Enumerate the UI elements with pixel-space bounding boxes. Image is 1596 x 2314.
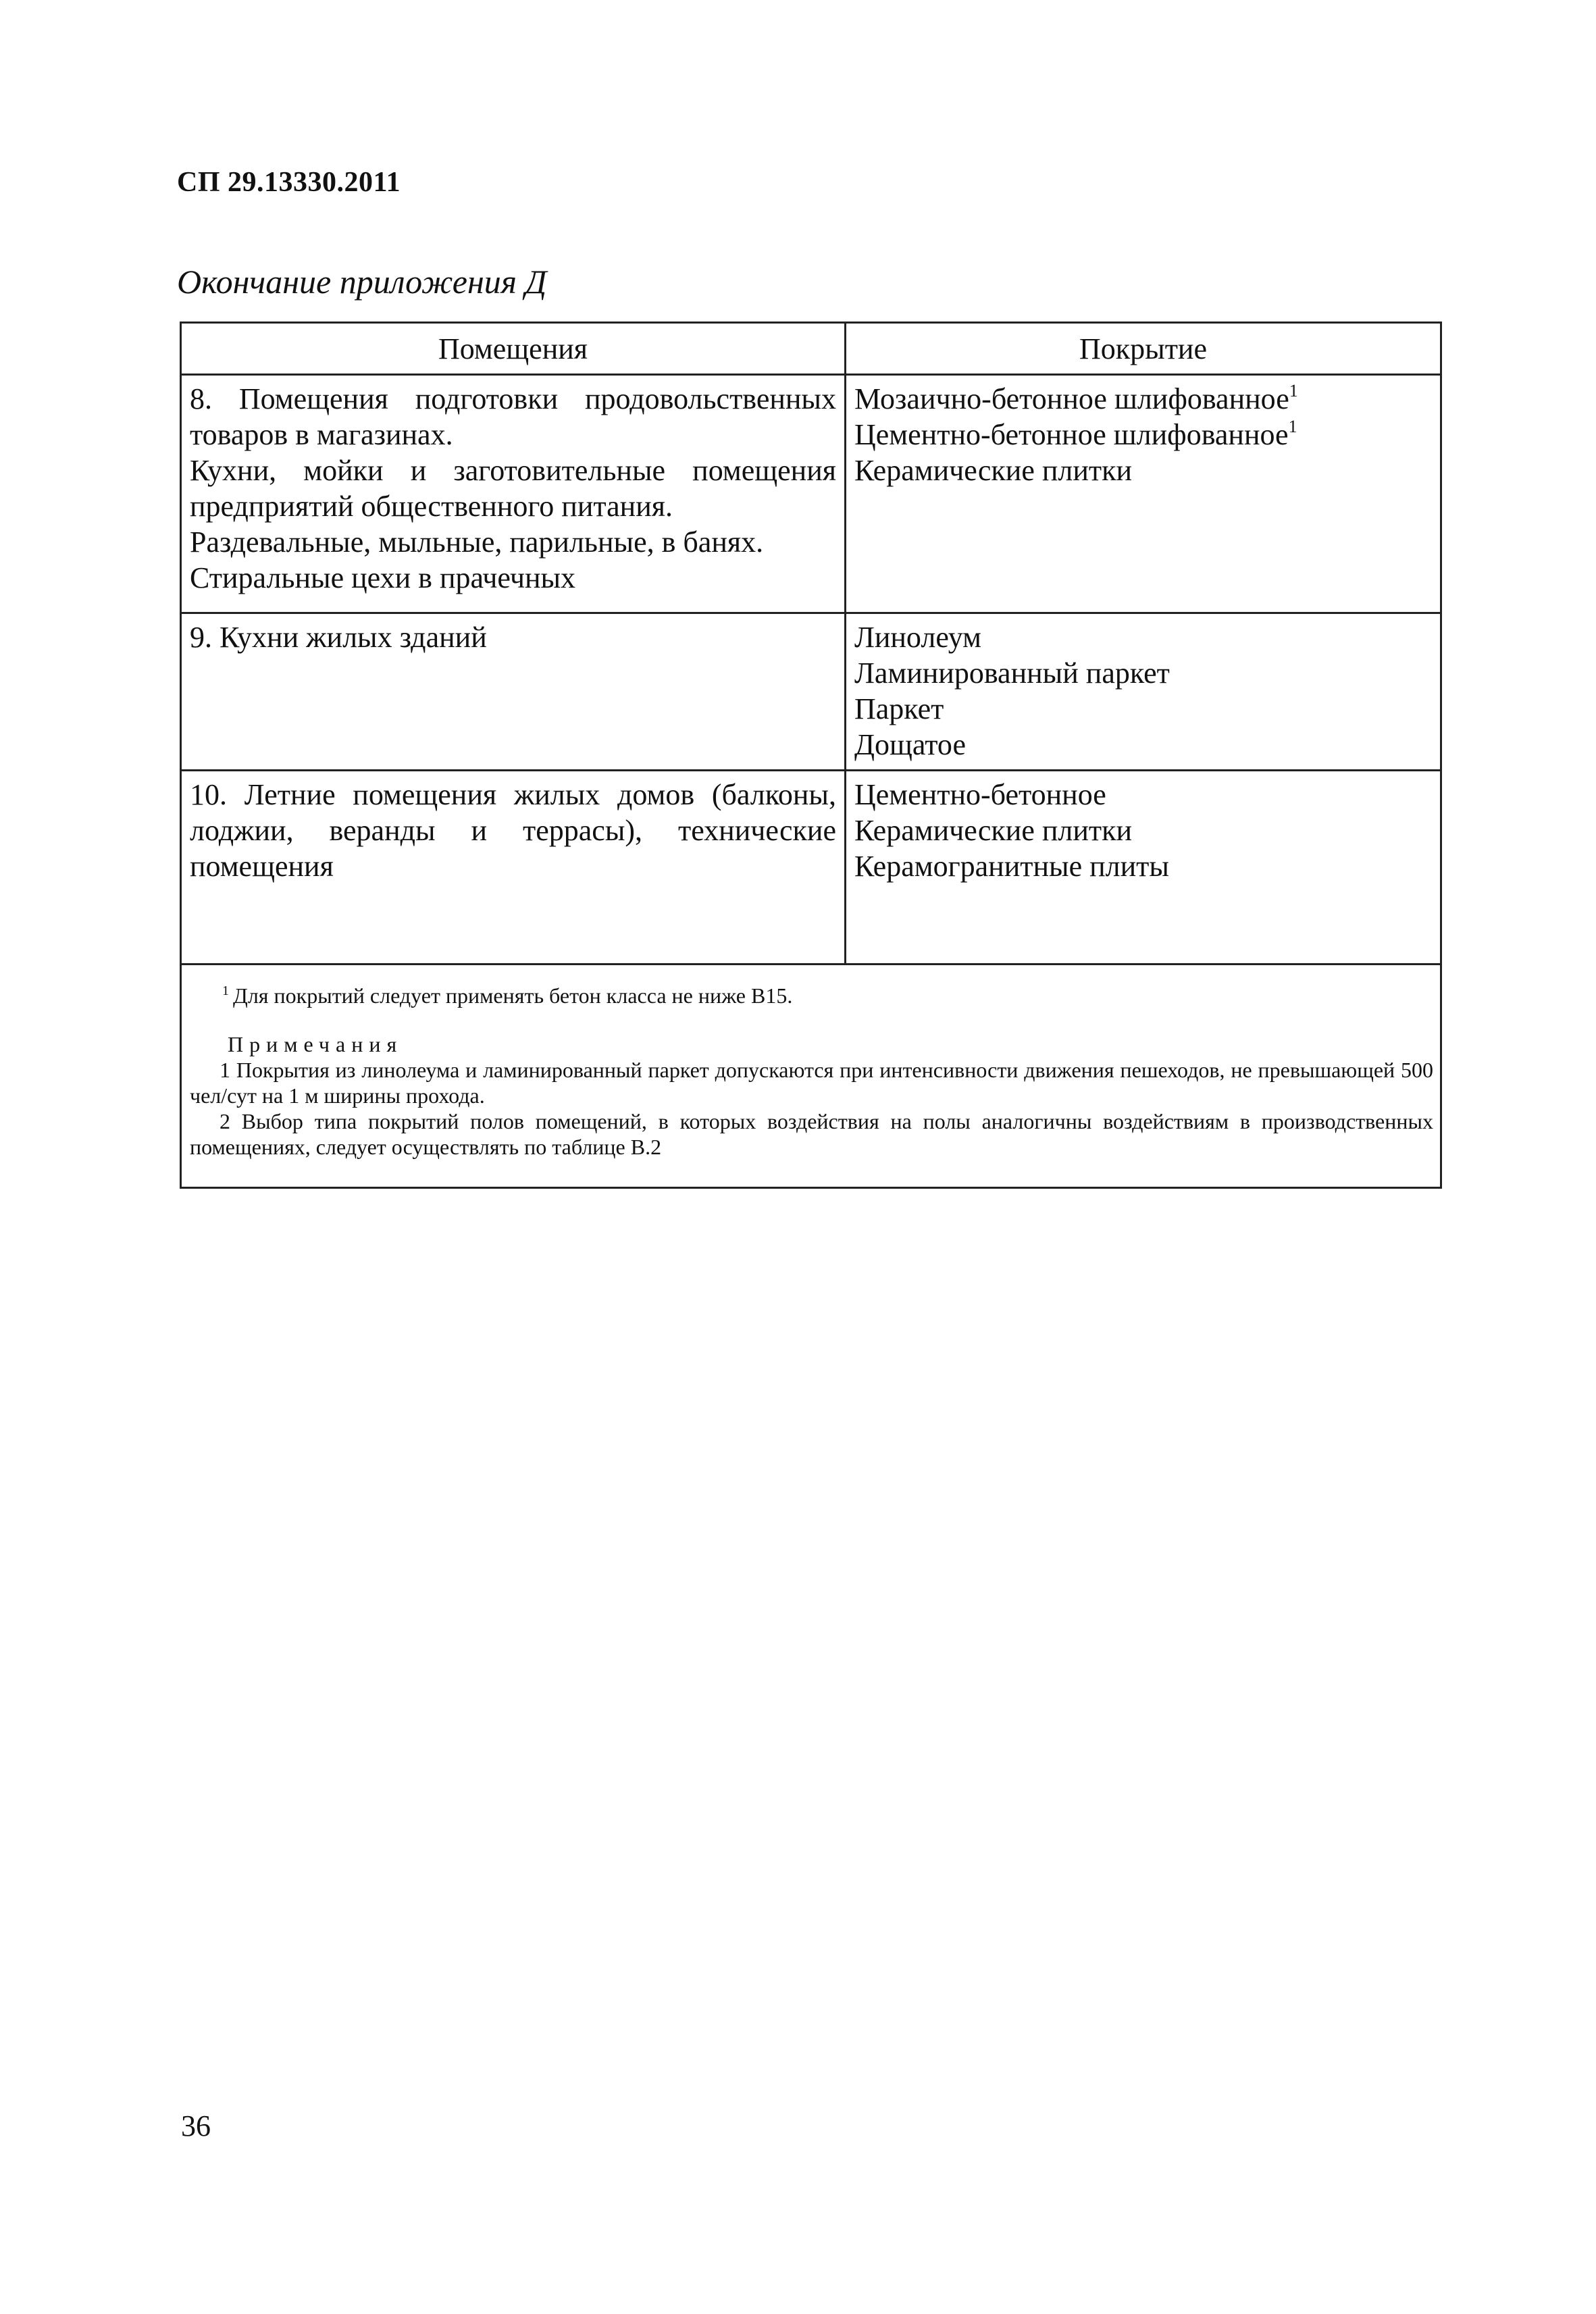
note-item: 1 Покрытия из линолеума и ламинированный паркет допускаются при интенсивности движения пешеходов, не превышающей 500 чел/сут на 1 м ширины прохода. <box>190 1058 1433 1108</box>
covering-item: Керамические плитки <box>854 814 1133 847</box>
covering-item: Керамические плитки <box>854 454 1133 487</box>
rooms-cell <box>181 771 846 965</box>
notes-row <box>181 965 1441 1188</box>
covering-cell <box>846 375 1441 613</box>
footnote-ref: 1 <box>1288 417 1297 436</box>
floor-covering-table <box>180 322 1442 1189</box>
rooms-cell <box>181 613 846 771</box>
table-row <box>181 771 1441 965</box>
covering-item: Мозаично-бетонное шлифованное$^1$ <box>854 381 1298 415</box>
column-header-rooms: Помещения <box>181 323 846 375</box>
covering-cell <box>846 613 1441 771</box>
footnote-mark: 1 <box>222 983 229 998</box>
rooms-text-line: 10. Летние помещения жилых домов (балконы, <box>190 778 836 811</box>
covering-item: Линолеум <box>854 621 982 654</box>
rooms-cell <box>181 375 846 613</box>
rooms-text-line: предприятий общественного питания. <box>190 490 673 523</box>
note-item: 2 Выбор типа покрытий полов помещений, в которых воздействия на полы аналогичны воздействиям в производственных помещениях, следует осуществлять по таблице В.2 <box>190 1109 1433 1159</box>
footnote-ref: 1 <box>1289 381 1298 401</box>
page-number: 36 <box>181 2109 211 2142</box>
rooms-text-line: товаров в магазинах. <box>190 418 453 451</box>
covering-cell <box>846 771 1441 965</box>
covering-item: Цементно-бетонное <box>854 778 1106 811</box>
rooms-text-line: лоджии, веранды и террасы), технические <box>190 814 836 847</box>
covering-item: Цементно-бетонное шлифованное$^1$ <box>854 417 1297 451</box>
covering-item: Ламинированный паркет <box>854 657 1170 690</box>
footnote <box>190 983 1433 1008</box>
appendix-title: Окончание приложения Д <box>177 263 547 301</box>
notes-cell <box>181 965 1441 1188</box>
table-row <box>181 613 1441 771</box>
rooms-text-line: Стиральные цехи в прачечных <box>190 561 576 594</box>
covering-item: Паркет <box>854 692 944 725</box>
footnote-text: Для покрытий следует применять бетон класса не ниже B15. <box>233 983 793 1008</box>
rooms-text-line: помещения <box>190 850 334 883</box>
covering-item: Керамогранитные плиты <box>854 850 1169 883</box>
column-header-covering: Покрытие <box>846 323 1441 375</box>
table-row <box>181 375 1441 613</box>
notes-heading: Примечания <box>228 1032 403 1056</box>
document-code: СП 29.13330.2011 <box>177 167 401 198</box>
rooms-text-line: 9. Кухни жилых зданий <box>190 621 487 654</box>
rooms-text-line: 8. Помещения подготовки продовольственных <box>190 382 836 415</box>
rooms-text-line: Раздевальные, мыльные, парильные, в банях. <box>190 525 764 559</box>
table-header-row <box>181 323 1441 375</box>
covering-item: Дощатое <box>854 728 966 761</box>
rooms-text-line: Кухни, мойки и заготовительные помещения <box>190 454 836 487</box>
